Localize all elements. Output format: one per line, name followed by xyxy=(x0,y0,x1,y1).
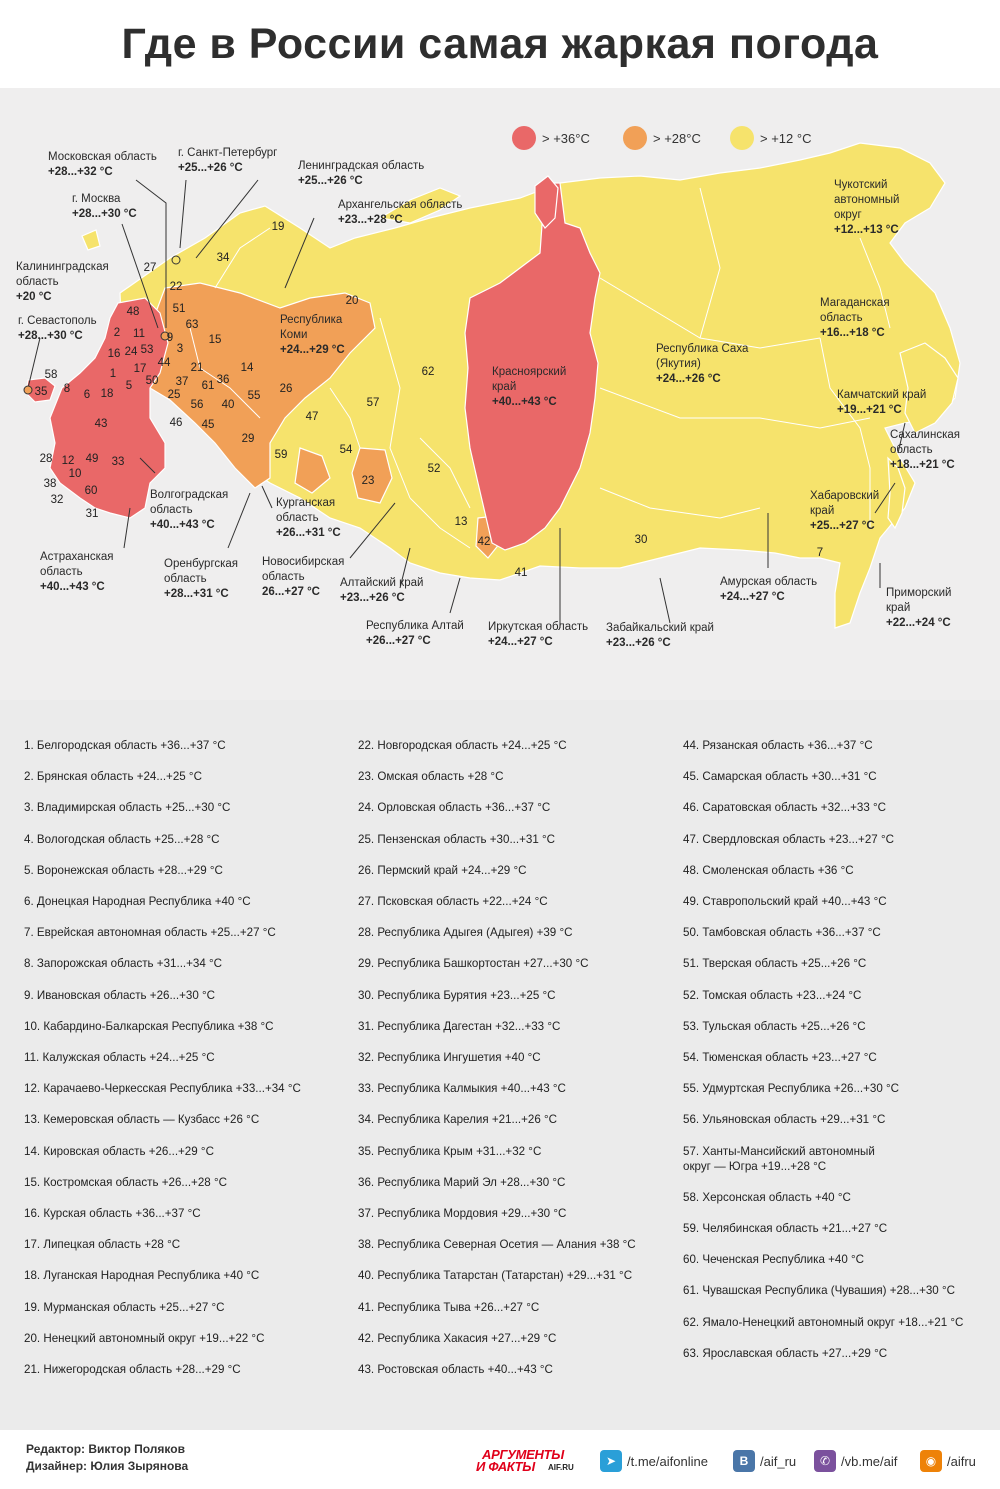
list-item: 49. Ставропольский край +40...+43 °C xyxy=(683,895,887,908)
callout-name: Камчатский край xyxy=(837,389,927,401)
callout-name: (Якутия) xyxy=(656,358,701,370)
callout-name: Московская область xyxy=(48,151,157,163)
viber-icon: ✆ xyxy=(814,1450,836,1472)
region-number: 54 xyxy=(339,444,353,456)
callout-temp: +28...+32 °C xyxy=(48,166,113,178)
callout-name: Сахалинская xyxy=(890,429,960,441)
callout-temp: +40...+43 °C xyxy=(492,396,557,408)
callout-orenburg xyxy=(164,557,238,602)
social-label: /vb.me/aif xyxy=(841,1453,898,1469)
callout-spb xyxy=(178,146,277,176)
list-item: округ — Югра +19...+28 °C xyxy=(683,1159,827,1173)
region-number: 16 xyxy=(107,348,121,360)
region-number: 63 xyxy=(185,319,199,331)
list-item: 30. Республика Бурятия +23...+25 °C xyxy=(358,988,556,1002)
region-number: 49 xyxy=(85,453,99,465)
callout-name: край xyxy=(492,381,517,393)
list-item: 15. Костромская область +26...+28 °C xyxy=(24,1175,227,1189)
region-number: 9 xyxy=(166,332,174,344)
region-number: 53 xyxy=(140,344,154,356)
callout-name: автономный xyxy=(834,194,900,206)
list-item: 58. Херсонская область +40 °C xyxy=(683,1190,851,1204)
list-item: 17. Липецкая область +28 °C xyxy=(24,1238,181,1252)
region-number: 12 xyxy=(61,455,75,467)
callout-moscow-oblast xyxy=(48,150,157,180)
callout-name: Республика Саха xyxy=(656,343,749,355)
list-item: 7. Еврейская автономная область +25...+27 °C xyxy=(24,926,276,940)
callout-name: область xyxy=(890,444,933,456)
region-number: 34 xyxy=(216,252,230,264)
callout-name: Алтайский край xyxy=(340,577,424,589)
list-item: 63. Ярославская область +27...+29 °C xyxy=(683,1346,888,1360)
list-item: 37. Республика Мордовия +29...+30 °C xyxy=(358,1207,567,1220)
region-number: 31 xyxy=(85,508,99,520)
region-number: 1 xyxy=(109,368,117,380)
callout-temp: +20 °C xyxy=(16,291,52,303)
region-number: 29 xyxy=(241,433,255,445)
callout-temp: +26...+27 °C xyxy=(366,635,431,647)
footer xyxy=(0,1430,1000,1489)
region-list-panel xyxy=(0,700,1000,1430)
region-number: 62 xyxy=(421,366,435,378)
callout-kurgan xyxy=(276,496,341,541)
list-item: 24. Орловская область +36...+37 °C xyxy=(358,801,551,815)
callout-temp: +12...+13 °C xyxy=(834,224,899,236)
callout-irkutsk xyxy=(488,620,588,650)
region-kalin xyxy=(82,230,100,250)
callout-sakhalin xyxy=(890,428,960,473)
list-item: 34. Республика Карелия +21...+26 °C xyxy=(358,1113,558,1127)
list-item: 32. Республика Ингушетия +40 °C xyxy=(358,1051,541,1064)
callout-name: область xyxy=(276,512,319,524)
legend-swatch-orange xyxy=(623,126,647,150)
callout-name: Новосибирская xyxy=(262,556,345,568)
callout-temp: +28...+30 °C xyxy=(72,208,137,220)
region-number: 18 xyxy=(100,388,114,400)
list-item: 14. Кировская область +26...+29 °C xyxy=(24,1144,214,1158)
region-number: 35 xyxy=(34,386,48,398)
social-ok[interactable] xyxy=(920,1450,976,1472)
callout-temp: +23...+28 °C xyxy=(338,214,403,226)
region-number: 26 xyxy=(279,383,293,395)
list-item: 16. Курская область +36...+37 °C xyxy=(24,1207,201,1220)
callout-altai-rep xyxy=(366,619,464,649)
region-number: 33 xyxy=(111,456,125,468)
callout-name: Хабаровский xyxy=(810,490,880,502)
callout-len-oblast xyxy=(298,159,424,189)
region-number: 46 xyxy=(169,417,183,429)
callout-name: область xyxy=(820,312,863,324)
callout-name: Чукотский xyxy=(834,179,888,191)
region-number: 38 xyxy=(43,478,57,490)
region-number: 20 xyxy=(345,295,359,307)
list-item: 54. Тюменская область +23...+27 °C xyxy=(683,1051,877,1064)
region-number: 10 xyxy=(68,468,82,480)
callout-name: область xyxy=(40,566,83,578)
region-number: 48 xyxy=(126,306,140,318)
list-item: 3. Владимирская область +25...+30 °C xyxy=(24,801,231,815)
region-number: 51 xyxy=(172,303,186,315)
callout-moscow xyxy=(72,192,137,222)
callout-name: край xyxy=(886,602,911,614)
callout-name: область xyxy=(262,571,305,583)
map-panel xyxy=(0,88,1000,700)
list-item: 12. Карачаево-Черкесская Республика +33...+34 °C xyxy=(24,1082,301,1096)
region-number: 27 xyxy=(143,262,157,274)
list-item: 4. Вологодская область +25...+28 °C xyxy=(24,832,220,846)
aif-logo[interactable] xyxy=(476,1447,586,1475)
list-item: 43. Ростовская область +40...+43 °C xyxy=(358,1363,553,1376)
region-number: 58 xyxy=(44,369,58,381)
list-item: 36. Республика Марий Эл +28...+30 °C xyxy=(358,1175,566,1189)
callout-name: Волгоградская xyxy=(150,489,229,501)
callout-name: Курганская xyxy=(276,497,336,509)
list-item: 44. Рязанская область +36...+37 °C xyxy=(683,739,873,752)
callout-temp: +24...+26 °C xyxy=(656,373,721,385)
callout-name: Иркутская область xyxy=(488,621,589,633)
callout-name: Магаданская xyxy=(820,297,890,309)
list-item: 29. Республика Башкортостан +27...+30 °C xyxy=(358,957,589,971)
callout-name: Ленинградская область xyxy=(298,160,425,172)
vk-icon: В xyxy=(733,1450,755,1472)
region-number: 55 xyxy=(247,390,261,402)
callout-chukotka xyxy=(834,178,899,238)
list-item: 33. Республика Калмыкия +40...+43 °C xyxy=(358,1082,566,1096)
spb-marker xyxy=(172,256,180,264)
callout-name: Коми xyxy=(280,329,308,341)
callout-temp: +28...+30 °C xyxy=(18,330,83,342)
list-item: 5. Воронежская область +28...+29 °C xyxy=(24,863,223,877)
list-item: 10. Кабардино-Балкарская Республика +38 °C xyxy=(24,1019,274,1033)
legend-item-28 xyxy=(623,126,701,150)
list-item: 47. Свердловская область +23...+27 °C xyxy=(683,832,894,846)
region-number: 60 xyxy=(84,485,98,497)
callout-temp: +25...+26 °C xyxy=(178,162,243,174)
region-number: 11 xyxy=(133,328,145,340)
legend-swatch-yellow xyxy=(730,126,754,150)
list-item: 60. Чеченская Республика +40 °C xyxy=(683,1253,865,1267)
list-item: 48. Смоленская область +36 °C xyxy=(683,863,854,877)
list-item: 6. Донецкая Народная Республика +40 °C xyxy=(24,895,251,908)
region-number: 21 xyxy=(190,362,204,374)
list-item: 40. Республика Татарстан (Татарстан) +29...+31 °C xyxy=(358,1269,633,1283)
logo-domain: AIF.RU xyxy=(548,1463,574,1472)
region-number: 22 xyxy=(169,281,183,293)
list-item: 22. Новгородская область +24...+25 °C xyxy=(358,739,567,752)
list-item: 11. Калужская область +24...+25 °C xyxy=(24,1051,215,1064)
callout-volgograd xyxy=(150,488,228,533)
telegram-icon: ➤ xyxy=(600,1450,622,1472)
callout-sakha xyxy=(656,342,748,387)
callout-temp: 26...+27 °C xyxy=(262,586,320,598)
region-number: 57 xyxy=(366,397,380,409)
legend-item-36 xyxy=(512,126,590,150)
region-number: 41 xyxy=(514,567,528,579)
list-item: 45. Самарская область +30...+31 °C xyxy=(683,770,877,784)
list-item: 46. Саратовская область +32...+33 °C xyxy=(683,801,887,815)
region-number: 13 xyxy=(454,516,468,528)
region-number: 14 xyxy=(240,362,254,374)
list-item: 20. Ненецкий автономный округ +19...+22 °C xyxy=(24,1331,265,1345)
list-item: 35. Республика Крым +31...+32 °C xyxy=(358,1144,542,1158)
list-item: 61. Чувашская Республика (Чувашия) +28...+30 °C xyxy=(683,1284,955,1298)
callout-magadan xyxy=(820,296,890,341)
logo-line-1: АРГУМЕНТЫ xyxy=(482,1447,564,1462)
callout-name: область xyxy=(164,573,207,585)
page-title: Где в России самая жаркая погода xyxy=(121,19,879,68)
list-item: 56. Ульяновская область +29...+31 °C xyxy=(683,1113,886,1127)
region-number: 19 xyxy=(271,221,285,233)
callout-name: Красноярский xyxy=(492,366,567,378)
list-item: 50. Тамбовская область +36...+37 °C xyxy=(683,926,881,940)
callout-krasnoyarsk xyxy=(492,365,566,410)
callout-name: г. Севастополь xyxy=(18,315,97,327)
callout-temp: +22...+24 °C xyxy=(886,617,951,629)
callout-sevastopol xyxy=(18,314,97,344)
legend-label-12: > +12 °C xyxy=(760,130,812,146)
region-number: 36 xyxy=(216,374,230,386)
region-number: 40 xyxy=(221,399,235,411)
callout-name: Республика Алтай xyxy=(366,620,464,632)
region-number: 2 xyxy=(113,327,121,339)
list-item: 55. Удмуртская Республика +26...+30 °C xyxy=(683,1082,900,1096)
list-item: 19. Мурманская область +25...+27 °C xyxy=(24,1300,225,1314)
callout-temp: +19...+21 °C xyxy=(837,404,902,416)
callout-name: Архангельская область xyxy=(338,199,463,211)
list-item: 42. Республика Хакасия +27...+29 °C xyxy=(358,1331,557,1345)
region-number: 56 xyxy=(190,399,204,411)
region-number: 47 xyxy=(305,411,319,423)
callout-name: Оренбургская xyxy=(164,558,239,570)
region-number: 30 xyxy=(634,534,648,546)
callout-temp: +24...+27 °C xyxy=(720,591,785,603)
region-number: 43 xyxy=(94,418,108,430)
legend-label-28: > +28°C xyxy=(653,130,701,146)
list-item: 18. Луганская Народная Республика +40 °C xyxy=(24,1269,260,1283)
callout-name: г. Москва xyxy=(72,193,121,205)
region-number: 61 xyxy=(201,380,215,392)
callout-novosibirsk xyxy=(262,555,344,600)
callout-name: Приморский xyxy=(886,587,952,599)
callout-temp: +16...+18 °C xyxy=(820,327,885,339)
list-item: 1. Белгородская область +36...+37 °C xyxy=(24,739,226,752)
list-item: 31. Республика Дагестан +32...+33 °C xyxy=(358,1019,561,1033)
social-label: /t.me/aifonline xyxy=(627,1453,708,1469)
legend-label-36: > +36°C xyxy=(542,130,590,146)
social-viber[interactable] xyxy=(814,1450,897,1472)
callout-khabarovsk xyxy=(810,489,879,534)
callout-kaliningrad xyxy=(16,260,109,305)
list-item: 53. Тульская область +25...+26 °C xyxy=(683,1019,866,1033)
list-item: 2. Брянская область +24...+25 °C xyxy=(24,770,202,784)
callout-name: область xyxy=(150,504,193,516)
callout-kamchatka xyxy=(837,388,926,418)
list-item: 25. Пензенская область +30...+31 °C xyxy=(358,832,556,846)
list-item: 28. Республика Адыгея (Адыгея) +39 °C xyxy=(358,926,573,940)
list-item: 57. Ханты-Мансийский автономный xyxy=(683,1144,875,1158)
social-label: /aifru xyxy=(947,1453,976,1469)
callout-temp: +24...+29 °C xyxy=(280,344,345,356)
region-number: 28 xyxy=(39,453,53,465)
callout-astrakhan xyxy=(40,550,114,595)
callout-name: Астраханская xyxy=(40,551,114,563)
callout-amur xyxy=(720,575,817,605)
list-item: 52. Томская область +23...+24 °C xyxy=(683,988,862,1002)
region-number: 6 xyxy=(83,389,91,401)
callout-name: Калининградская xyxy=(16,261,109,273)
callout-temp: +24...+27 °C xyxy=(488,636,553,648)
ok-icon: ◉ xyxy=(920,1450,942,1472)
list-item: 51. Тверская область +25...+26 °C xyxy=(683,957,867,971)
designer-credit: Дизайнер: Юлия Зырянова xyxy=(26,1459,189,1473)
region-number: 44 xyxy=(157,357,171,369)
region-number: 42 xyxy=(477,536,491,548)
region-number: 45 xyxy=(201,419,215,431)
callout-altai-kr xyxy=(340,576,423,606)
region-number: 25 xyxy=(167,389,181,401)
callout-temp: +25...+27 °C xyxy=(810,520,875,532)
region-number: 17 xyxy=(133,363,147,375)
region-number: 50 xyxy=(145,375,159,387)
callout-name: область xyxy=(16,276,59,288)
region-number: 37 xyxy=(175,376,189,388)
callout-arkhangelsk xyxy=(338,198,462,228)
region-number: 59 xyxy=(274,449,288,461)
callout-temp: +28...+31 °C xyxy=(164,588,229,600)
callout-temp: +40...+43 °C xyxy=(150,519,215,531)
callout-temp: +26...+31 °C xyxy=(276,527,341,539)
callout-komi xyxy=(280,313,345,358)
callout-name: Республика xyxy=(280,314,343,326)
callout-name: округ xyxy=(834,209,862,221)
list-item: 62. Ямало-Ненецкий автономный округ +18...+21 °C xyxy=(683,1315,964,1329)
list-item: 26. Пермский край +24...+29 °C xyxy=(358,863,527,877)
list-item: 21. Нижегородская область +28...+29 °C xyxy=(24,1363,241,1376)
list-item: 13. Кемеровская область — Кузбасс +26 °C xyxy=(24,1113,260,1127)
editor-credit: Редактор: Виктор Поляков xyxy=(26,1442,185,1456)
callout-name: край xyxy=(810,505,835,517)
region-number: 3 xyxy=(176,343,184,355)
callout-name: Забайкальский край xyxy=(606,622,714,634)
list-item: 59. Челябинская область +21...+27 °C xyxy=(683,1222,888,1235)
list-item: 8. Запорожская область +31...+34 °C xyxy=(24,957,223,971)
list-item: 38. Республика Северная Осетия — Алания +38 °C xyxy=(358,1238,636,1252)
region-number: 5 xyxy=(125,380,133,392)
logo-line-2: И ФАКТЫ xyxy=(476,1459,535,1474)
region-number: 8 xyxy=(63,383,71,395)
callout-temp: +23...+26 °C xyxy=(606,637,671,649)
region-number: 32 xyxy=(50,494,64,506)
region-number: 23 xyxy=(361,475,375,487)
list-item: 23. Омская область +28 °C xyxy=(358,770,504,784)
social-vk[interactable] xyxy=(733,1450,796,1472)
callout-temp: +25...+26 °C xyxy=(298,175,363,187)
sevastopol-marker xyxy=(24,386,32,394)
social-telegram[interactable] xyxy=(600,1450,708,1472)
region-number: 15 xyxy=(208,334,222,346)
callout-zabaikal xyxy=(606,621,714,651)
callout-temp: +18...+21 °C xyxy=(890,459,955,471)
list-item: 27. Псковская область +22...+24 °C xyxy=(358,895,548,908)
legend-item-12 xyxy=(730,126,811,150)
callout-name: г. Санкт-Петербург xyxy=(178,147,278,159)
region-number: 24 xyxy=(124,346,138,358)
list-item: 41. Республика Тыва +26...+27 °C xyxy=(358,1300,540,1314)
region-number: 52 xyxy=(427,463,441,475)
callout-temp: +40...+43 °C xyxy=(40,581,105,593)
list-item: 9. Ивановская область +26...+30 °C xyxy=(24,988,216,1002)
callout-primorye xyxy=(886,586,951,631)
callout-temp: +23...+26 °C xyxy=(340,592,405,604)
legend-swatch-red xyxy=(512,126,536,150)
region-number: 7 xyxy=(816,547,824,559)
callout-name: Амурская область xyxy=(720,576,818,588)
social-label: /aif_ru xyxy=(760,1453,797,1469)
